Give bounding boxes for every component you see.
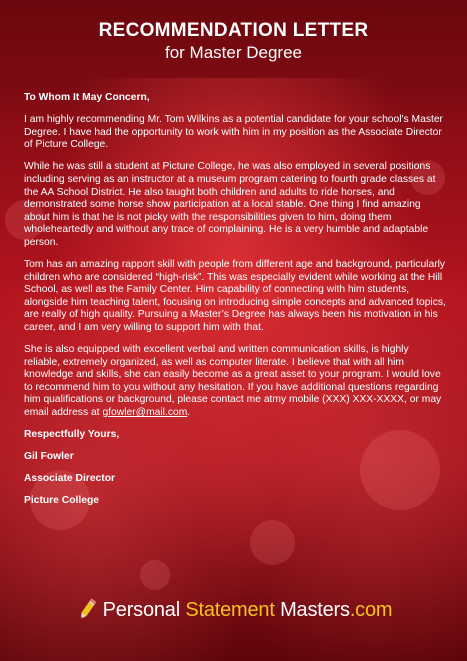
- signature-position: Associate Director: [24, 473, 115, 485]
- pencil-icon: [75, 596, 99, 624]
- letter-paragraph: Tom has an amazing rapport skill with people from different age and background, particularly children who are considered “high-risk”. This was especially evident while working at the Hill School, as well as the Family Center. Him capability of connecting with him students, alongside him teaching talent, focusing on introducing simple concepts and advanced topics, are really of high quality. Pursuing a Master’s Degree has always been his motivation in his career, and I am very willing to support him with that.: [24, 259, 446, 333]
- page-title: RECOMMENDATION LETTER: [98, 20, 369, 41]
- letter-paragraph: While he was still a student at Picture College, he was also employed in several positions including serving as an instructor at a museum program catering to fourth grade classes at the AA School District. He also taught both children and adults to ride horses, and demonstrated some horse show participation at a local stable. One thing I find amazing about him is that he is not picky with the responsibilities given to him, doing them wholeheartedly and without any trace of complaining. He is a very humble and adaptable person.: [24, 161, 436, 248]
- brand-logo[interactable]: [0, 590, 467, 630]
- brand-name-accent: .com: [349, 598, 393, 621]
- closing: Respectfully Yours,: [24, 429, 120, 441]
- email-link[interactable]: gfowler@mail.com: [102, 407, 188, 419]
- salutation: To Whom It May Concern,: [24, 92, 150, 103]
- signature-name: Gil Fowler: [24, 451, 74, 463]
- letter-body: [24, 92, 446, 518]
- bokeh-decoration: [250, 520, 295, 565]
- email-suffix: .: [187, 407, 191, 419]
- signature-block: [24, 451, 446, 508]
- brand-name: [103, 599, 393, 622]
- brand-name-part: Masters: [274, 598, 350, 621]
- letter-paragraph-contact: [24, 344, 446, 420]
- brand-name-part: Personal: [102, 598, 186, 621]
- page-header: [0, 0, 467, 78]
- bokeh-decoration: [140, 560, 170, 590]
- page-subtitle: for Master Degree: [165, 43, 302, 62]
- signature-organization: Picture College: [24, 495, 99, 507]
- brand-name-accent: Statement: [185, 598, 275, 621]
- letter-paragraph-text: She is also equipped with excellent verbal and written communication skills, is highly reliable, extremely organized, as well as computer literate. I believe that with all him knowledge and skills, she can easily become as a great asset to your program. I would love to recommend him to you without any hesitation. If you have additional questions regarding him qualifications or background, please contact me atmy mobile (XXX) XXX-XXXX, or may email address at: [24, 344, 442, 419]
- letter-paragraph: I am highly recommending Mr. Tom Wilkins as a potential candidate for your school's Master Degree. I have had the opportunity to work with him in my position as the Associate Director of Picture College.: [24, 114, 443, 151]
